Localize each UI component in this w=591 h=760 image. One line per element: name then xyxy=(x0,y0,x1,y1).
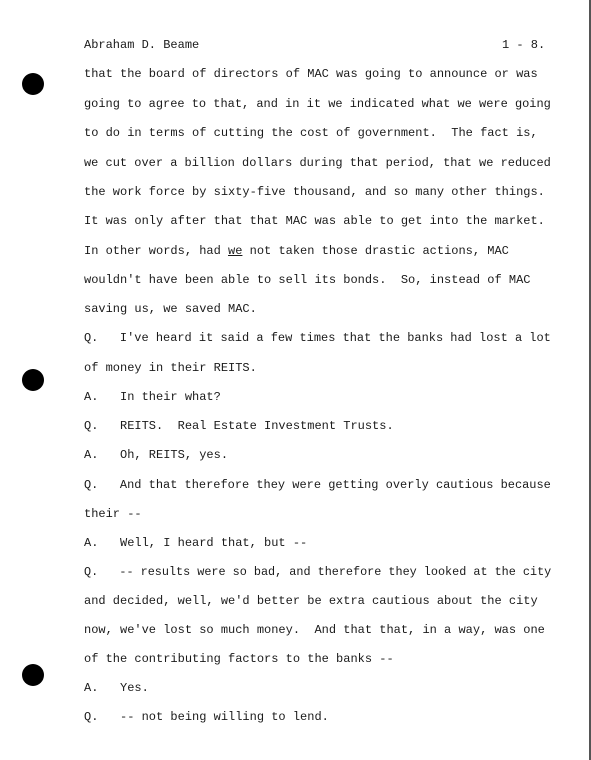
transcript-line: the work force by sixty-five thousand, and so many other things. xyxy=(84,185,545,199)
header-interviewee-name: Abraham D. Beame xyxy=(84,38,200,52)
transcript-line: Q. REITS. Real Estate Investment Trusts. xyxy=(84,419,394,433)
transcript-line: Q. I've heard it said a few times that the banks had lost a lot xyxy=(84,331,551,345)
transcript-line: that the board of directors of MAC was going to announce or was xyxy=(84,67,538,81)
transcript-line: of the contributing factors to the banks -- xyxy=(84,652,394,666)
transcript-line: and decided, well, we'd better be extra cautious about the city xyxy=(84,594,538,608)
line-text: In other words, had xyxy=(84,244,229,258)
punch-hole-bottom xyxy=(22,664,44,686)
transcript-line: to do in terms of cutting the cost of government. The fact is, xyxy=(84,126,538,140)
transcript-line: Q. And that therefore they were getting overly cautious because xyxy=(84,478,551,492)
transcript-line: now, we've lost so much money. And that that, in a way, was one xyxy=(84,623,545,637)
transcript-line: A. In their what? xyxy=(84,390,221,404)
transcript-line: of money in their REITS. xyxy=(84,361,257,375)
transcript-line: saving us, we saved MAC. xyxy=(84,302,257,316)
transcript-line: Q. -- not being willing to lend. xyxy=(84,710,329,724)
transcript-line: we cut over a billion dollars during that period, that we reduced xyxy=(84,156,551,170)
transcript-line: It was only after that that MAC was able to get into the market. xyxy=(84,214,545,228)
line-text: not taken those drastic actions, MAC xyxy=(242,244,509,258)
transcript-line xyxy=(84,244,509,258)
transcript-line: wouldn't have been able to sell its bonds. So, instead of MAC xyxy=(84,273,531,287)
punch-hole-top xyxy=(22,73,44,95)
punch-hole-middle xyxy=(22,369,44,391)
transcript-line: Q. -- results were so bad, and therefore they looked at the city xyxy=(84,565,552,579)
transcript-line: their -- xyxy=(84,507,142,521)
transcript-line: A. Yes. xyxy=(84,681,149,695)
transcript-line: A. Well, I heard that, but -- xyxy=(84,536,308,550)
transcript-line: going to agree to that, and in it we indicated what we were going xyxy=(84,97,551,111)
transcript-line: A. Oh, REITS, yes. xyxy=(84,448,229,462)
underlined-word: we xyxy=(228,244,243,258)
header-page-number: 1 - 8. xyxy=(502,38,546,52)
